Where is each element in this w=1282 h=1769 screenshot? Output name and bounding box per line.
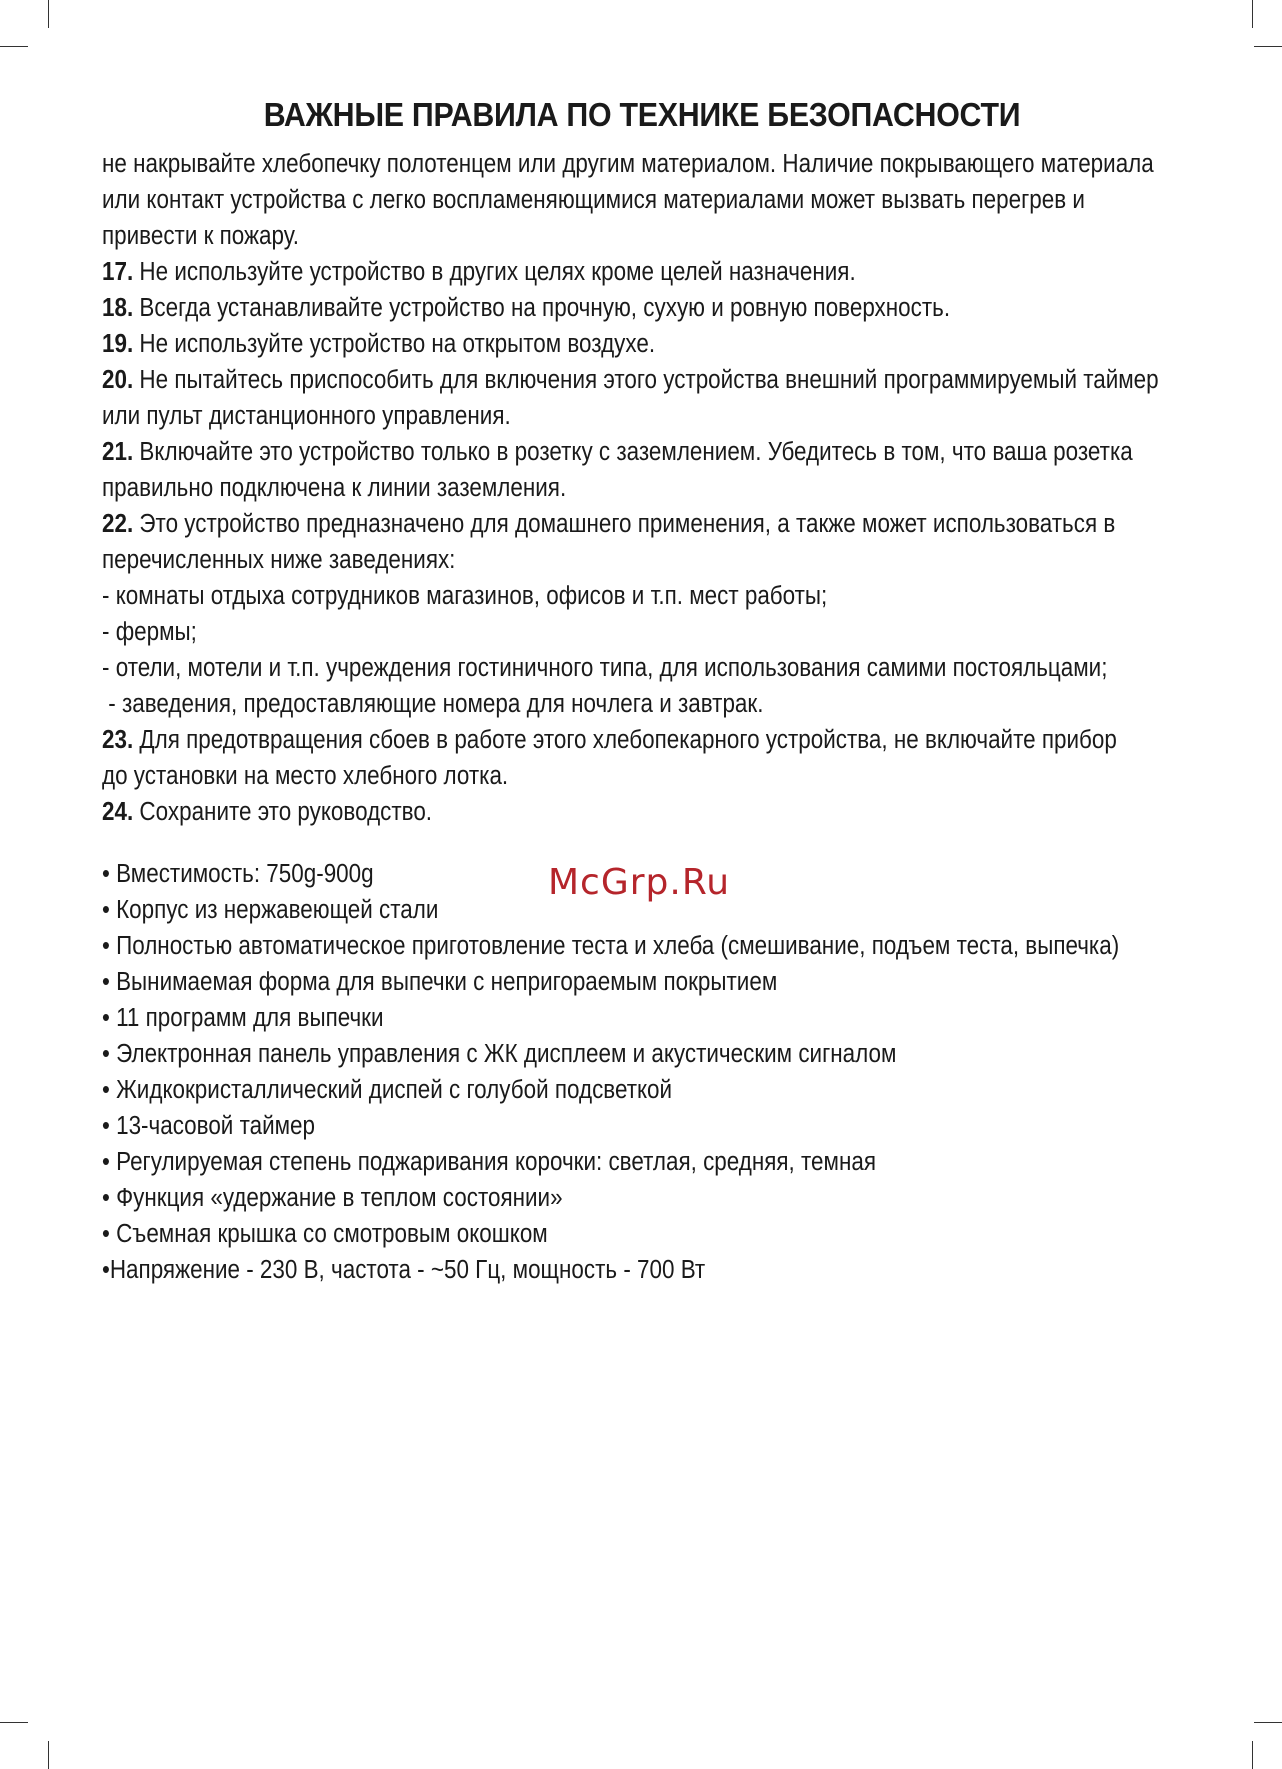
rule-text: правильно подключена к линии заземления.	[102, 474, 567, 502]
crop-mark	[48, 1741, 49, 1769]
list-item: • 11 программ для выпечки	[102, 1004, 384, 1032]
document-page	[102, 96, 1182, 1288]
rule-19	[102, 326, 1182, 362]
intro-paragraph	[102, 146, 1182, 254]
list-item: • Корпус из нержавеющей стали	[102, 896, 439, 924]
rule-number: 19.	[102, 330, 134, 358]
list-item: • Функция «удержание в теплом состоянии»	[102, 1184, 563, 1212]
crop-mark	[48, 0, 49, 28]
list-item: • Регулируемая степень поджаривания корочки: светлая, средняя, темная	[102, 1148, 876, 1176]
rule-text: Не пытайтесь приспособить для включения этого устройства внешний программируемый таймер	[133, 366, 1159, 394]
rule-17	[102, 254, 1182, 290]
list-item: • Вынимаемая форма для выпечки с непригораемым покрытием	[102, 968, 778, 996]
rule-22	[102, 506, 1182, 578]
crop-mark	[0, 1722, 28, 1723]
crop-mark	[1254, 1722, 1282, 1723]
list-item: - отели, мотели и т.п. учреждения гостиничного типа, для использования самими постояльцами;	[102, 654, 1108, 682]
intro-line: или контакт устройства с легко воспламеняющимися материалами может вызвать перегрев и	[102, 186, 1085, 214]
crop-mark	[1254, 46, 1282, 47]
rule-text: Это устройство предназначено для домашнего применения, а также может использоваться в	[133, 510, 1116, 538]
rule-number: 21.	[102, 438, 134, 466]
rule-text: до установки на место хлебного лотка.	[102, 762, 509, 790]
rule-text: перечисленных ниже заведениях:	[102, 546, 456, 574]
intro-line: привести к пожару.	[102, 222, 299, 250]
crop-mark	[0, 46, 28, 47]
list-item: • Электронная панель управления с ЖК дисплеем и акустическим сигналом	[102, 1040, 897, 1068]
rule-number: 20.	[102, 366, 134, 394]
list-item: - комнаты отдыха сотрудников магазинов, офисов и т.п. мест работы;	[102, 582, 828, 610]
crop-mark	[1252, 0, 1253, 28]
list-item: •Напряжение - 230 В, частота - ~50 Гц, мощность - 700 Вт	[102, 1256, 706, 1284]
rule-20	[102, 362, 1182, 434]
venue-list	[102, 578, 1182, 722]
rule-text: Включайте это устройство только в розетку с заземлением. Убедитесь в том, что ваша розетка	[133, 438, 1133, 466]
rule-text: Для предотвращения сбоев в работе этого хлебопекарного устройства, не включайте прибор	[133, 726, 1117, 754]
rule-text: Не используйте устройство в других целях кроме целей назначения.	[133, 258, 856, 286]
rule-18	[102, 290, 1182, 326]
list-item: • Полностью автоматическое приготовление теста и хлеба (смешивание, подъем теста, выпечка)	[102, 932, 1120, 960]
rule-number: 22.	[102, 510, 134, 538]
rule-text: Не используйте устройство на открытом воздухе.	[133, 330, 656, 358]
rule-number: 23.	[102, 726, 134, 754]
rule-23	[102, 722, 1182, 794]
list-item: • Съемная крышка со смотровым окошком	[102, 1220, 548, 1248]
rule-text: или пульт дистанционного управления.	[102, 402, 511, 430]
list-item: • 13-часовой таймер	[102, 1112, 316, 1140]
feature-list	[102, 856, 1182, 1288]
intro-line: не накрывайте хлебопечку полотенцем или другим материалом. Наличие покрывающего материала	[102, 150, 1154, 178]
rule-21	[102, 434, 1182, 506]
rule-text: Всегда устанавливайте устройство на прочную, сухую и ровную поверхность.	[133, 294, 951, 322]
rule-number: 24.	[102, 798, 134, 826]
rule-number: 18.	[102, 294, 134, 322]
rule-text: Сохраните это руководство.	[133, 798, 433, 826]
list-item: • Жидкокристаллический диспей с голубой подсветкой	[102, 1076, 673, 1104]
rule-number: 17.	[102, 258, 134, 286]
watermark: McGrp.Ru	[548, 862, 731, 903]
list-item: - заведения, предоставляющие номера для ночлега и завтрак.	[102, 690, 764, 718]
rule-24	[102, 794, 1182, 830]
list-item: - фермы;	[102, 618, 197, 646]
crop-mark	[1252, 1741, 1253, 1769]
list-item: • Вместимость: 750g-900g	[102, 860, 374, 888]
page-title: ВАЖНЫЕ ПРАВИЛА ПО ТЕХНИКЕ БЕЗОПАСНОСТИ	[263, 96, 1021, 133]
